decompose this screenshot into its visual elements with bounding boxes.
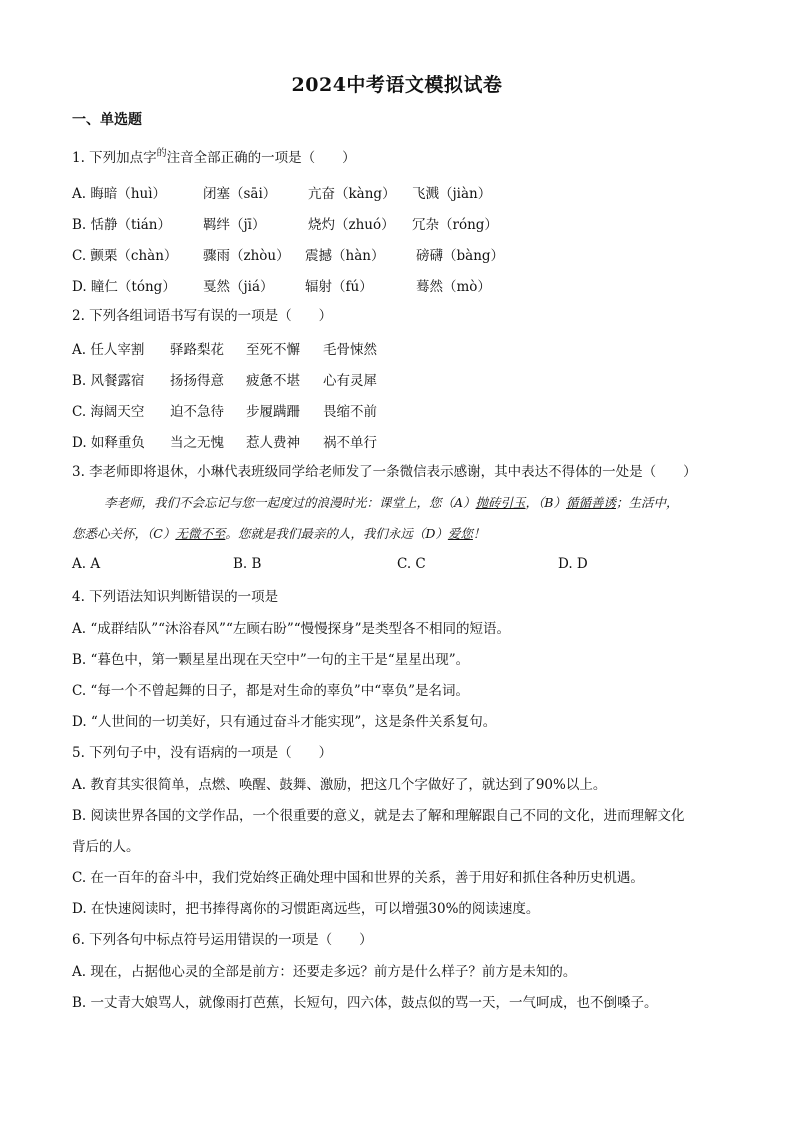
- q5-option-a: A. 教育其实很简单，点燃、唤醒、鼓舞、激励，把这几个字做好了，就达到了90%以上。: [72, 777, 607, 793]
- underlined-phrase-c: 无微不至: [175, 526, 226, 541]
- q1-option-d-4: 蓦然（mò）: [416, 279, 491, 295]
- q3-option-a: A. A: [72, 556, 101, 572]
- q2-option-b-2: 扬扬得意: [170, 373, 224, 389]
- question-5-stem: 5. 下列句子中，没有语病的一项是（ ）: [72, 745, 333, 761]
- q1-option-b-2: 羁绊（jī）: [203, 217, 266, 233]
- q2-option-c-1: C. 海阔天空: [72, 404, 145, 420]
- q1-option-a-4: 飞溅（jiàn）: [412, 186, 492, 202]
- q2-option-d-4: 祸不单行: [323, 435, 377, 451]
- page-title: 2024中考语文模拟试卷: [291, 74, 503, 96]
- q4-option-b: B. “暮色中，第一颗星星出现在天空中”一句的主干是“星星出现”。: [72, 652, 470, 668]
- q3-option-d: D. D: [558, 556, 588, 572]
- dot-mark: 的: [156, 148, 167, 159]
- q1-option-a-2: 闭塞（sāi）: [203, 186, 277, 202]
- q2-option-b-4: 心有灵犀: [323, 373, 377, 389]
- q1-option-c-1: C. 颤栗（chàn）: [72, 248, 178, 264]
- q6-option-a: A. 现在，占据他心灵的全部是前方：还要走多远？前方是什么样子？前方是未知的。: [72, 964, 577, 980]
- q3-option-c: C. C: [397, 556, 426, 572]
- q2-option-a-1: A. 任人宰割: [72, 342, 145, 358]
- q2-option-c-3: 步履蹒跚: [246, 404, 300, 420]
- q1-option-b-1: B. 恬静（tián）: [72, 217, 171, 233]
- underlined-phrase-d: 爱您: [447, 526, 473, 541]
- question-1-stem: 1. 下列加点字$^的$注音全部正确的一项是（ ）: [72, 148, 356, 166]
- q4-option-d: D. “人世间的一切美好，只有通过奋斗才能实现”，这是条件关系复句。: [72, 714, 497, 730]
- q4-option-a: A. “成群结队”“沐浴春风”“左顾右盼”“慢慢探身”是类型各不相同的短语。: [72, 621, 511, 637]
- q2-option-c-4: 畏缩不前: [323, 404, 377, 420]
- q5-option-b-line-1: B. 阅读世界各国的文学作品，一个很重要的意义，就是去了解和理解跟自己不同的文化，进而理解文化: [72, 808, 685, 824]
- wechat-message-line-1: 李老师，我们不会忘记与您一起度过的浪漫时光：课堂上，您（A）抛砖引玉，（B）循循善诱；生活中，: [104, 495, 679, 510]
- underlined-phrase-b: 循循善诱: [565, 495, 616, 510]
- question-2-stem: 2. 下列各组词语书写有误的一项是（ ）: [72, 308, 333, 324]
- q2-option-a-2: 驿路梨花: [170, 342, 224, 358]
- q2-option-d-1: D. 如释重负: [72, 435, 145, 451]
- q3-option-b: B. B: [233, 556, 262, 572]
- q1-option-b-3: 烧灼（zhuó）: [308, 217, 395, 233]
- q1-option-b-4: 冗杂（róng）: [412, 217, 498, 233]
- q1-option-a-1: A. 晦暗（huì）: [72, 186, 167, 202]
- question-6-stem: 6. 下列各句中标点符号运用错误的一项是（ ）: [72, 932, 373, 948]
- q2-option-b-1: B. 风餐露宿: [72, 373, 145, 389]
- q2-option-a-3: 至死不懈: [246, 342, 300, 358]
- q2-option-d-3: 惹人费神: [246, 435, 300, 451]
- q1-option-d-3: 辐射（fú）: [305, 279, 373, 295]
- q6-option-b: B. 一丈青大娘骂人，就像雨打芭蕉，长短句，四六体，鼓点似的骂一天，一气呵成，也不倒嗓子。: [72, 995, 658, 1011]
- q1-option-a-3: 亢奋（kàng）: [308, 186, 396, 202]
- q1-option-c-4: 磅礴（bàng）: [416, 248, 505, 264]
- q5-option-c: C. 在一百年的奋斗中，我们党始终正确处理中国和世界的关系，善于用好和抓住各种历史机遇。: [72, 870, 644, 886]
- q2-option-c-2: 迫不急待: [170, 404, 224, 420]
- q4-option-c: C. “每一个不曾起舞的日子，都是对生命的辜负”中“辜负”是名词。: [72, 683, 470, 699]
- q5-option-d: D. 在快速阅读时，把书捧得离你的习惯距离远些，可以增强30%的阅读速度。: [72, 901, 540, 917]
- section-heading: 一、单选题: [72, 112, 142, 128]
- q1-option-c-2: 骤雨（zhòu）: [203, 248, 290, 264]
- underlined-phrase-a: 抛砖引玉: [475, 495, 526, 510]
- q1-option-c-3: 震撼（hàn）: [305, 248, 385, 264]
- question-3-stem: 3. 李老师即将退休，小琳代表班级同学给老师发了一条微信表示感谢，其中表达不得体的一处是（ ）: [72, 464, 697, 480]
- q2-option-a-4: 毛骨悚然: [323, 342, 377, 358]
- q1-option-d-2: 戛然（jiá）: [203, 279, 274, 295]
- wechat-message-line-2: 您悉心关怀，（C）无微不至。您就是我们最亲的人，我们永远（D）爱您！: [72, 526, 486, 541]
- question-4-stem: 4. 下列语法知识判断错误的一项是: [72, 589, 279, 605]
- q1-option-d-1: D. 瞳仁（tóng）: [72, 279, 176, 295]
- q2-option-b-3: 疲惫不堪: [246, 373, 300, 389]
- q2-option-d-2: 当之无愧: [170, 435, 224, 451]
- q5-option-b-line-2: 背后的人。: [72, 839, 140, 855]
